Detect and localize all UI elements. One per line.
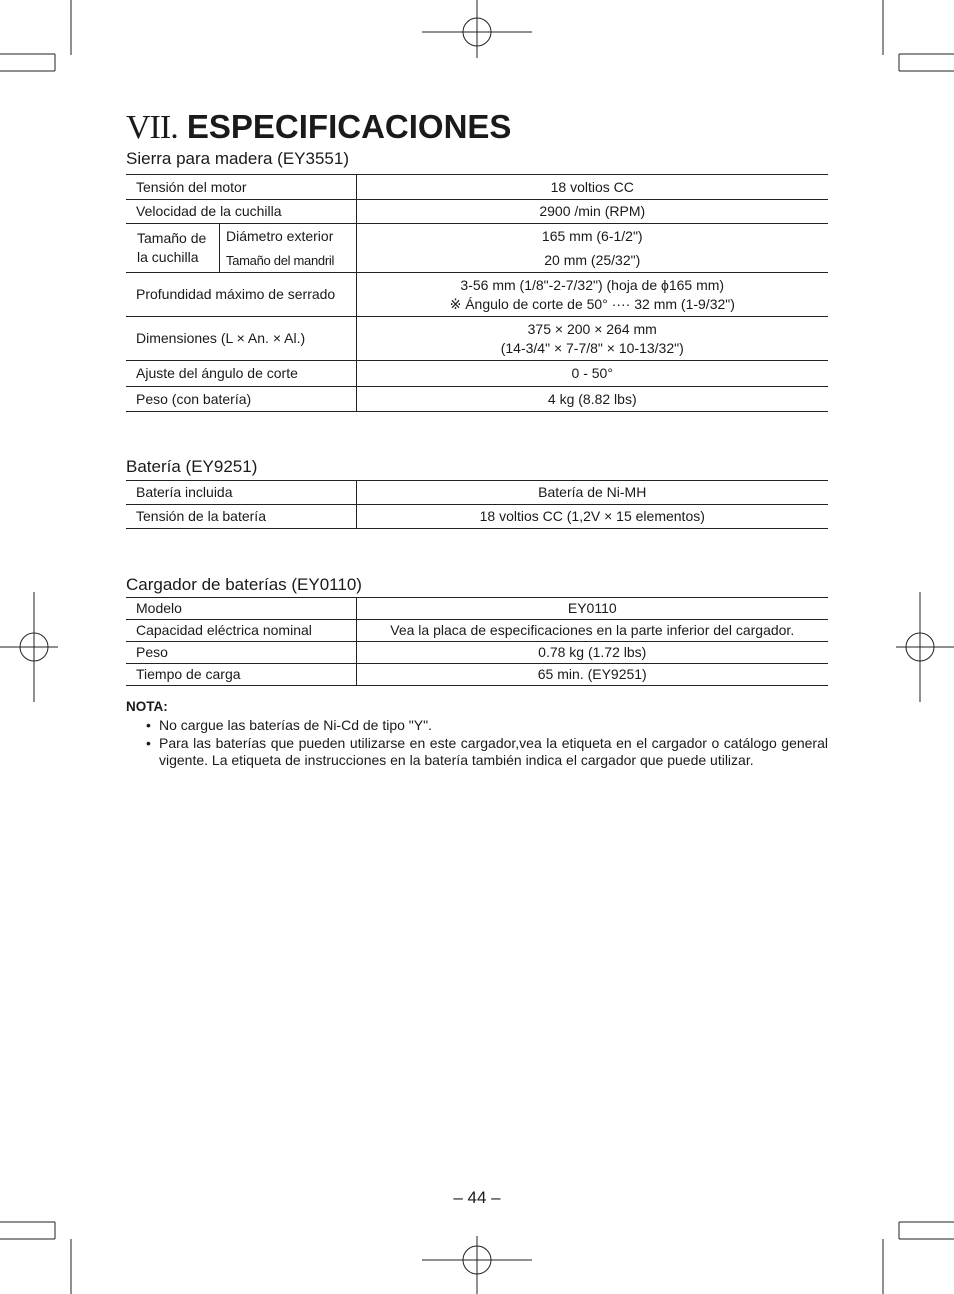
- bullet: •: [146, 717, 151, 733]
- nota-text: No cargue las baterías de Ni-Cd de tipo "Y".: [159, 717, 432, 733]
- spec-value: 18 voltios CC: [356, 175, 828, 200]
- bullet: •: [146, 734, 151, 751]
- arbor-size-label: Tamaño del mandril: [226, 252, 335, 268]
- spec-value: 4 kg (8.82 lbs): [356, 387, 828, 412]
- nota-heading: NOTA:: [126, 699, 168, 714]
- battery-spec-table: [126, 480, 828, 529]
- spec-label: Profundidad máximo de serrado: [126, 273, 356, 317]
- cut-depth-line1: 3-56 mm (1/8"-2-7/32") (hoja de ϕ165 mm): [460, 276, 725, 293]
- spec-label: Tiempo de carga: [126, 664, 356, 686]
- cut-depth-line2: ※ Ángulo de corte de 50° ···· 32 mm (1-9/32"): [449, 295, 735, 312]
- table-row: [126, 387, 828, 412]
- dimensions-line1: 375 × 200 × 264 mm: [527, 320, 657, 337]
- page-title: [126, 106, 511, 149]
- nota-list: [126, 717, 828, 770]
- blade-size-sublabels: [219, 224, 356, 272]
- table-row: [126, 598, 828, 620]
- spec-label: Tensión del motor: [126, 175, 356, 200]
- outer-diameter-label: Diámetro exterior: [226, 227, 334, 244]
- table-row: [126, 481, 828, 505]
- nota-text: Para las baterías que pueden utilizarse en este cargador,vea la etiqueta en el cargador o catálogo general vigente. La etiqueta de instrucciones en la batería también indica el cargador que puede utilizar.: [159, 734, 828, 768]
- table-row: [126, 505, 828, 529]
- arbor-size-value: 20 mm (25/32"): [544, 251, 641, 268]
- dimensions-line2: (14-3/4" × 7-7/8" × 10-13/32"): [500, 339, 684, 356]
- cut-depth-value: [356, 273, 828, 317]
- spec-label: Dimensiones (L × An. × Al.): [126, 317, 356, 361]
- spec-label: Ajuste del ángulo de corte: [126, 361, 356, 387]
- blade-size-label-line1: Tamaño de: [137, 230, 207, 246]
- charger-spec-table: [126, 597, 828, 686]
- list-item: [126, 717, 828, 735]
- table-row: [126, 361, 828, 387]
- spec-label: Peso (con batería): [126, 387, 356, 412]
- spec-label: Batería incluida: [126, 481, 356, 505]
- section-numeral: VII.: [126, 109, 178, 146]
- list-item: [126, 735, 828, 770]
- table-row: [126, 664, 828, 686]
- blade-size-cell: [126, 224, 356, 273]
- table-row: [126, 175, 828, 200]
- spec-value: Batería de Ni-MH: [356, 481, 828, 505]
- table-row: [126, 642, 828, 664]
- saw-spec-table: [126, 174, 828, 412]
- spec-label: Tensión de la batería: [126, 505, 356, 529]
- dimensions-value: [356, 317, 828, 361]
- blade-size-label: [126, 224, 219, 272]
- blade-size-label-line2: la cuchilla: [137, 249, 199, 265]
- table-row: [126, 317, 828, 361]
- spec-value: Vea la placa de especificaciones en la parte inferior del cargador.: [356, 620, 828, 642]
- battery-heading: Batería (EY9251): [126, 457, 258, 476]
- charger-heading: Cargador de baterías (EY0110): [126, 575, 362, 594]
- table-row: [126, 620, 828, 642]
- title-text: ESPECIFICACIONES: [186, 108, 512, 145]
- saw-heading: Sierra para madera (EY3551): [126, 149, 350, 168]
- outer-diameter-value: 165 mm (6-1/2"): [541, 227, 643, 244]
- spec-value: 18 voltios CC (1,2V × 15 elementos): [356, 505, 828, 529]
- table-row: [126, 273, 828, 317]
- spec-value: 65 min. (EY9251): [356, 664, 828, 686]
- spec-label: Velocidad de la cuchilla: [126, 200, 356, 224]
- table-row: [126, 224, 828, 273]
- spec-value: 0 - 50°: [356, 361, 828, 387]
- page-number: – 44 –: [453, 1188, 501, 1207]
- spec-label: Modelo: [126, 598, 356, 620]
- spec-label: Peso: [126, 642, 356, 664]
- spec-value: EY0110: [356, 598, 828, 620]
- spec-label: Capacidad eléctrica nominal: [126, 620, 356, 642]
- table-row: [126, 200, 828, 224]
- spec-value: 0.78 kg (1.72 lbs): [356, 642, 828, 664]
- blade-size-values: [356, 224, 828, 273]
- spec-value: 2900 /min (RPM): [356, 200, 828, 224]
